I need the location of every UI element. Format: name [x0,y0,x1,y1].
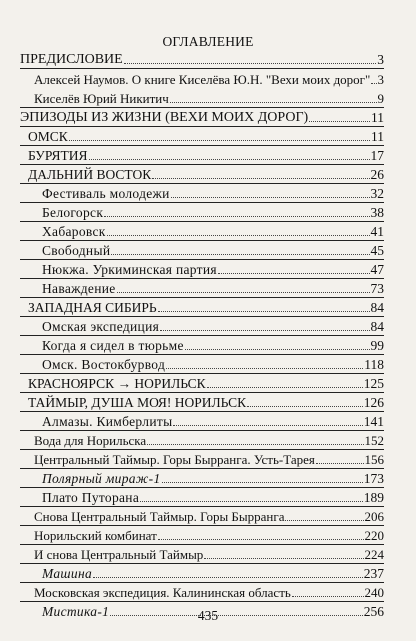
toc-entry-label: Центральный Таймыр. Горы Бырранга. Усть-Тарея [34,452,315,467]
leader-dots [247,405,363,407]
toc-entry-italic [42,468,384,486]
toc-entry-label: Киселёв Юрий Никитич [34,91,169,106]
toc-entry-label: Омск. Востокбурвод [42,357,166,372]
toc-entry-page: 9 [377,91,384,106]
toc-entry-page: 38 [370,205,384,220]
toc-entry-page: 141 [363,414,384,429]
toc-entry-label: Когда я сидел в тюрьме [42,338,184,353]
toc-entry-label: Плато Путорана [42,490,140,505]
leader-dots [171,196,370,198]
toc-entry-label: ОМСК [28,129,68,144]
leader-dots [69,139,370,141]
leader-dots [309,120,370,122]
leader-dots [158,310,370,312]
leader-dots [147,443,363,445]
toc-entry-label: ПРЕДИСЛОВИЕ [20,52,123,67]
toc-entry-page: 156 [364,452,384,467]
toc-entry-page: 3 [377,72,384,87]
toc-entry-label: Машина [42,566,92,581]
toc-entry [34,506,384,524]
toc-entry-page: 220 [364,528,384,543]
toc-entry-page: 224 [364,547,384,562]
toc-entry-label: Норильский комбинат [34,528,157,543]
toc-entry-section [28,392,384,410]
toc-entry [42,221,384,239]
toc-entry-label: ЭПИЗОДЫ ИЗ ЖИЗНИ (ВЕХИ МОИХ ДОРОГ) [20,110,309,125]
toc-entry-section [28,145,384,163]
toc-entry-section [28,164,384,182]
leader-dots [371,82,376,84]
toc-entry-preface [20,49,384,67]
toc-entry-page: 189 [363,490,384,505]
toc-entry-page: 3 [377,52,384,67]
toc-entry-label: Алмазы. Кимберлиты [42,414,173,429]
leader-dots [152,177,369,179]
toc-entry [34,430,384,448]
toc-entry-page: 125 [363,376,384,391]
leader-dots [218,272,370,274]
toc-entry-label: Хабаровск [42,224,106,239]
toc-entry-label: Омская экспедиция [42,319,160,334]
toc-entry-page: 206 [364,509,384,524]
leader-dots [292,595,364,597]
toc-entry [42,183,384,201]
toc-entry-page: 152 [364,433,384,448]
toc-entry [42,278,384,296]
toc-entry-page: 240 [364,585,384,600]
toc-entry-page: 73 [370,281,384,296]
toc-entry-page: 118 [364,357,384,372]
leader-dots [158,538,364,540]
toc-entry [42,316,384,334]
toc-entry-label: ЗАПАДНАЯ СИБИРЬ [28,300,157,315]
leader-dots [124,62,377,64]
toc-entry-page: 45 [370,243,384,258]
toc-entry [42,335,384,353]
toc-entry-label: ДАЛЬНИЙ ВОСТОК [28,167,152,182]
leader-dots [140,500,363,502]
toc-entry [42,354,384,372]
toc-entry-label: Полярный мираж-1 [42,471,161,486]
toc-entry-label: КРАСНОЯРСК → НОРИЛЬСК [28,376,206,391]
toc-entry-page: 17 [370,148,384,163]
toc-entry-label: Московская экспедиция. Калининская область [34,585,291,600]
toc-entry-label: Алексей Наумов. О книге Киселёва Ю.Н. "Вехи моих дорог" [34,72,371,87]
toc-entry-label: ТАЙМЫР, ДУША МОЯ! НОРИЛЬСК [28,395,247,410]
toc-entry-page: 32 [370,186,384,201]
toc-entry-label: Мистика-1 [42,604,110,619]
toc-entry-page: 41 [370,224,384,239]
page-number: 435 [197,608,219,623]
leader-dots [173,424,362,426]
toc-entry [42,259,384,277]
toc-entry [34,449,384,467]
toc-entry [34,69,384,87]
toc-entry [42,411,384,429]
toc-entry-label: БУРЯТИЯ [28,148,88,163]
leader-dots [285,519,363,521]
toc-entry-label: Фестиваль молодежи [42,186,170,201]
toc-entry [34,544,384,562]
leader-dots [104,215,369,217]
toc-entry-page: 84 [370,319,384,334]
toc-entry-label: Свободный [42,243,111,258]
toc-entry-label: Нюкжа. Уркиминская партия [42,262,217,277]
toc-entry-section [28,126,384,144]
toc-entry-label: Наваждение [42,281,116,296]
toc-entry-label: Снова Центральный Таймыр. Горы Бырранга [34,509,285,524]
toc-entry-label: Белогорск [42,205,104,220]
toc-entry-section [20,107,384,125]
toc-entry-page: 11 [371,129,384,144]
toc-entry [34,525,384,543]
leader-dots [160,329,369,331]
toc-entry-page: 173 [363,471,384,486]
page-title: ОГЛАВЛЕНИЕ [162,34,254,49]
leader-dots [170,101,377,103]
toc-entry-page: 237 [363,566,384,581]
toc-entry-label: Вода для Норильска [34,433,147,448]
toc-entry [34,582,384,600]
leader-dots [162,481,363,483]
toc-entry [34,88,384,106]
leader-dots [107,234,370,236]
toc-entry-italic [42,563,384,581]
toc-entry-page: 26 [370,167,384,182]
toc-entry-label: И снова Центральный Таймыр [34,547,204,562]
leader-dots [204,557,363,559]
toc-entry-page: 256 [363,604,384,619]
leader-dots [93,576,363,578]
leader-dots [117,291,370,293]
toc-entry [42,202,384,220]
toc-entry [42,487,384,505]
toc-entry [42,240,384,258]
toc-entry-section [28,297,384,315]
toc-entry-page: 99 [370,338,384,353]
toc-entry-page: 11 [371,110,384,125]
leader-dots [111,253,369,255]
toc-entry-page: 47 [370,262,384,277]
toc-entry-section [28,373,384,391]
leader-dots [166,367,363,369]
leader-dots [316,462,364,464]
leader-dots [207,386,363,388]
leader-dots [185,348,370,350]
toc-entry-page: 126 [363,395,384,410]
toc-entry-page: 84 [370,300,384,315]
leader-dots [89,158,370,160]
